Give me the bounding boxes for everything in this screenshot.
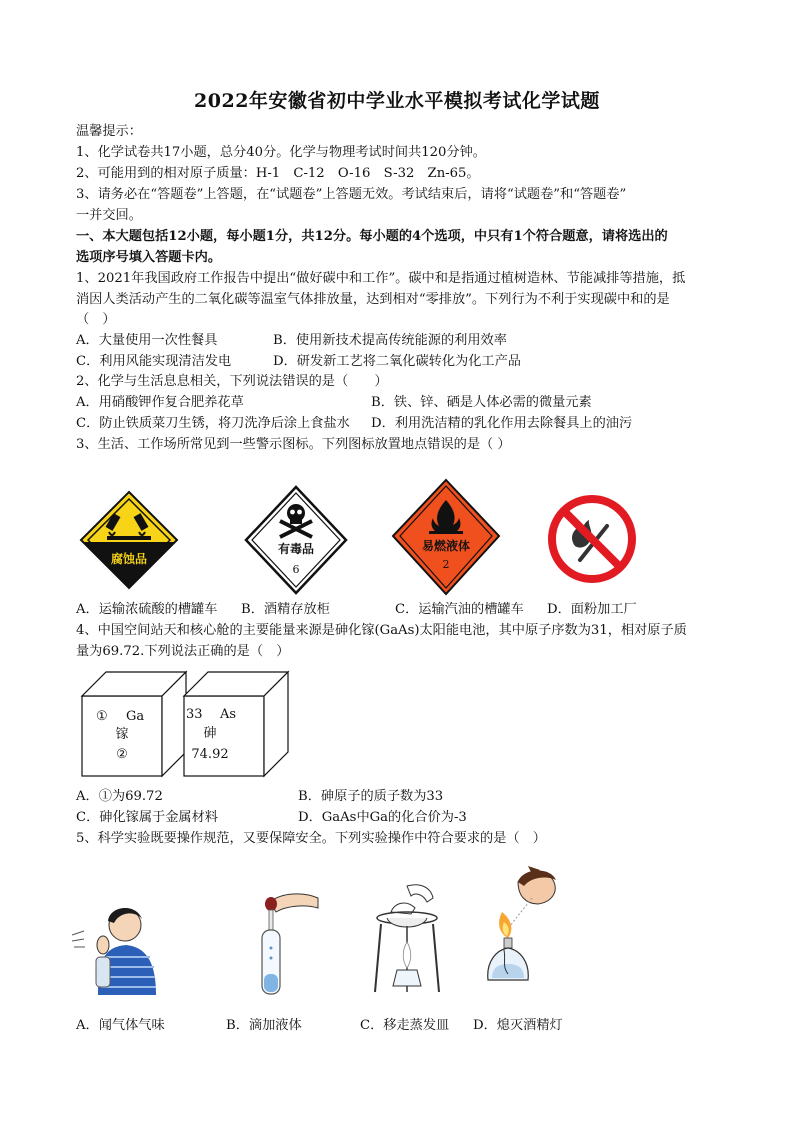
tips-heading: 温馨提示： xyxy=(76,124,142,139)
q4-option-c: C．砷化镓属于金属材料 xyxy=(76,810,218,825)
as-name: 砷 xyxy=(203,726,217,741)
q1-stem-2: 消因人类活动产生的二氧化碳等温室气体排放量，达到相对“零排放”。下列行为不利于实现碳中和的是 xyxy=(76,292,670,307)
q5-option-a: A．闻气体气味 xyxy=(76,1018,165,1033)
q4-option-b: B．砷原子的质子数为33 xyxy=(298,789,444,804)
page-title: 2022年安徽省初中学业水平模拟考试化学试题 xyxy=(194,90,600,112)
q4-option-a: A．①为69.72 xyxy=(76,789,163,804)
tip-1: 1、化学试卷共17小题，总分40分。化学与物理考试时间共120分钟。 xyxy=(76,145,486,160)
drop-liquid-illustration xyxy=(252,890,322,1000)
q4-stem-1: 4、中国空间站天和核心舱的主要能量来源是砷化镓(GaAs)太阳能电池，其中原子序数为31，相对原子质 xyxy=(76,623,687,638)
q5-option-b: B．滴加液体 xyxy=(226,1018,302,1033)
q5-option-d: D．熄灭酒精灯 xyxy=(473,1018,563,1033)
q3-option-b: B．酒精存放柜 xyxy=(241,602,330,617)
sign3-label: 易燃液体 xyxy=(421,539,471,553)
no-fire-sign-icon xyxy=(547,494,637,584)
ga-name: 镓 xyxy=(115,727,129,742)
as-mass: 74.92 xyxy=(191,747,229,762)
as-cell xyxy=(184,672,288,776)
toxic-sign-icon xyxy=(244,485,348,595)
sign3-number: 2 xyxy=(442,558,450,571)
as-atomic-number: 33 xyxy=(186,707,203,722)
alcohol-lamp-illustration xyxy=(478,868,568,998)
section-heading: 一、本大题包括12小题，每小题1分，共12分。每小题的4个选项，中只有1个符合题意，请将选出的 xyxy=(76,229,668,244)
q5-stem: 5、科学实验既要操作规范，又要保障安全。下列实验操作中符合要求的是（ ） xyxy=(76,831,546,846)
tip-3: 3、请务必在“答题卷”上答题，在“试题卷”上答题无效。考试结束后，请将“试题卷”和“答题卷” xyxy=(76,187,627,202)
q3-stem: 3、生活、工作场所常见到一些警示图标。下列图标放置地点错误的是（ ） xyxy=(76,437,511,452)
q3-option-d: D．面粉加工厂 xyxy=(547,602,637,617)
ga-symbol: Ga xyxy=(126,709,145,724)
corrosive-sign-icon xyxy=(79,490,179,590)
smell-gas-illustration xyxy=(70,895,160,1005)
q2-stem: 2、化学与生活息息相关，下列说法错误的是（ ） xyxy=(76,374,388,389)
sign2-label: 有毒品 xyxy=(277,542,315,556)
q1-option-b: B．使用新技术提高传统能源的利用效率 xyxy=(273,333,507,348)
sign1-label: 腐蚀品 xyxy=(110,552,148,566)
q1-option-d: D．研发新工艺将二氧化碳转化为化工产品 xyxy=(273,354,521,369)
periodic-cells xyxy=(80,670,300,790)
q4-stem-2: 量为69.72.下列说法正确的是（ ） xyxy=(76,644,290,659)
q1-stem-1: 1、2021年我国政府工作报告中提出“做好碳中和工作”。碳中和是指通过植树造林、节能减排等措施，抵 xyxy=(76,271,686,286)
evaporating-dish-illustration xyxy=(371,882,441,1002)
as-symbol: As xyxy=(220,707,237,722)
section-heading-cont: 选项序号填入答题卡内。 xyxy=(76,250,222,265)
q2-option-d: D．利用洗洁精的乳化作用去除餐具上的油污 xyxy=(371,416,633,431)
flammable-sign-icon xyxy=(391,478,501,598)
q1-option-c: C．利用风能实现清洁发电 xyxy=(76,354,232,369)
q3-option-a: A．运输浓硫酸的槽罐车 xyxy=(76,602,218,617)
ga-mass: ② xyxy=(116,747,128,762)
q2-option-a: A．用硝酸钾作复合肥养花草 xyxy=(76,395,244,410)
ga-atomic-number: ① xyxy=(96,709,108,724)
q1-stem-3: （ ） xyxy=(76,312,116,327)
sign2-number: 6 xyxy=(292,563,300,576)
q2-option-c: C．防止铁质菜刀生锈，将刀洗净后涂上食盐水 xyxy=(76,416,350,431)
q5-option-c: C．移走蒸发皿 xyxy=(360,1018,450,1033)
q3-option-c: C．运输汽油的槽罐车 xyxy=(395,602,524,617)
ga-cell xyxy=(82,672,186,776)
q4-option-d: D．GaAs中Ga的化合价为-3 xyxy=(298,810,467,825)
q2-option-b: B．铁、锌、硒是人体必需的微量元素 xyxy=(371,395,592,410)
q1-option-a: A．大量使用一次性餐具 xyxy=(76,333,218,348)
tip-2: 2、可能用到的相对原子质量：H-1 C-12 O-16 S-32 Zn-65。 xyxy=(76,166,480,181)
tip-3-cont: 一并交回。 xyxy=(76,208,142,223)
